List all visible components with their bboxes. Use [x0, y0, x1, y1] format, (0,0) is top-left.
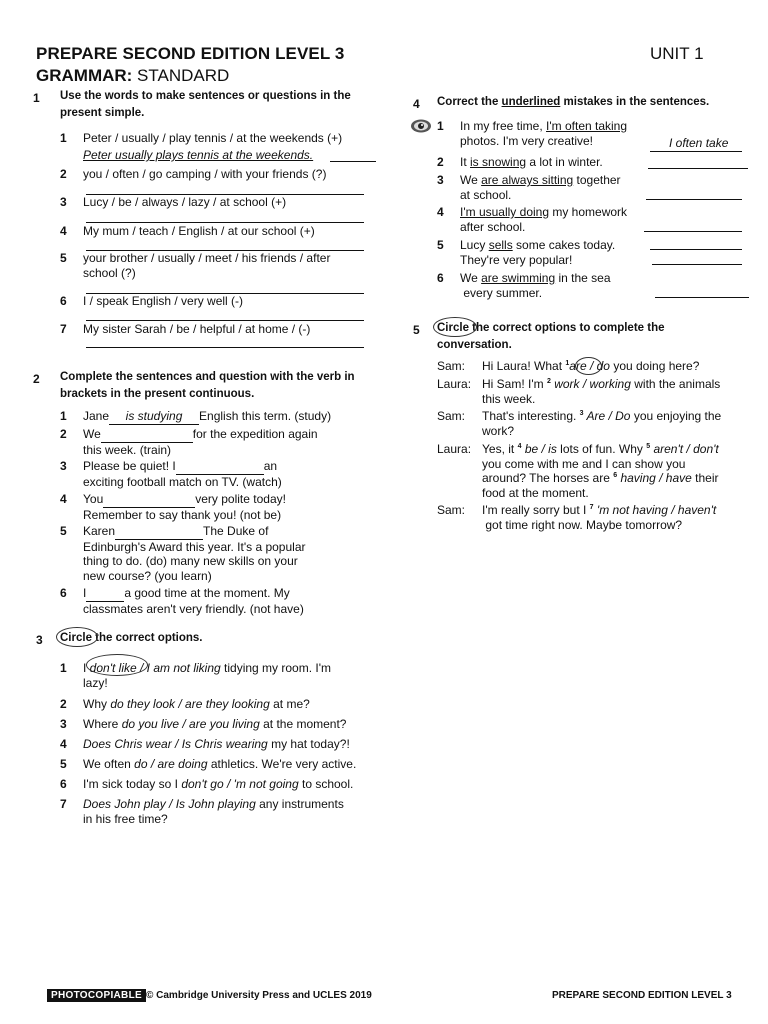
ex4-item-text: We are always sitting together at school. [460, 173, 621, 202]
exercise-4-instructions: Correct the underlined mistakes in the sentences. [437, 96, 710, 108]
ex3-item-number: 2 [60, 697, 67, 711]
ex2-item-number: 3 [60, 459, 67, 473]
ex4-item-number: 4 [437, 205, 444, 219]
ex3-item-number: 5 [60, 757, 67, 771]
answer-line[interactable] [644, 231, 742, 232]
exercise-3-number: 3 [36, 633, 43, 647]
photocopiable-badge: PHOTOCOPIABLE [47, 989, 146, 1002]
exercise-1-number: 1 [33, 91, 40, 105]
ex4-example-answer: I often take [669, 136, 729, 150]
ex2-item-number: 6 [60, 586, 67, 600]
ex1-item-prompt: your brother / usually / meet / his friends / after school (?) [83, 251, 331, 280]
ex3-item-text: Where do you live / are you living at the moment? [83, 717, 347, 731]
ex2-item-text: I a good time at the moment. My classmates aren't very friendly. (not have) [83, 586, 304, 616]
blank-gap[interactable] [101, 427, 193, 443]
ex4-item-text: It is snowing a lot in winter. [460, 155, 603, 169]
blank-gap[interactable] [176, 459, 264, 475]
ex3-item-number: 7 [60, 797, 67, 811]
ex1-item-number: 4 [60, 224, 67, 238]
footer-book-title: PREPARE SECOND EDITION LEVEL 3 [552, 990, 732, 1001]
answer-line[interactable] [86, 222, 364, 223]
ex4-item-number: 3 [437, 173, 444, 187]
copyright-notice: © Cambridge University Press and UCLES 2019 [146, 990, 372, 1001]
ex3-item-text: We often do / are doing athletics. We're very active. [83, 757, 357, 771]
ex4-item-text: In my free time, I'm often taking photos. I'm very creative! [460, 119, 628, 148]
ex2-item-number: 1 [60, 409, 67, 423]
ex3-item-text: I'm sick today so I don't go / 'm not going to school. [83, 777, 354, 791]
speaker-label: Sam: [437, 409, 466, 423]
exercise-2-number: 2 [33, 372, 40, 386]
dialog-line: Hi Laura! What $^1$are / do you doing here? [482, 359, 700, 373]
answer-line[interactable] [86, 320, 364, 321]
answer-line[interactable] [646, 199, 742, 200]
ex2-item-text: You very polite today! Remember to say thank you! (not be) [83, 492, 286, 522]
example-circle-mark [433, 317, 477, 337]
answer-line[interactable] [652, 264, 742, 265]
ex4-item-text: Lucy sells some cakes today. They're very popular! [460, 238, 616, 267]
ex1-item-prompt: I / speak English / very well (-) [83, 294, 244, 308]
ex3-item-text: Why do they look / are they looking at me? [83, 697, 310, 711]
example-circle-mark [575, 357, 602, 375]
example-circle-mark [86, 654, 148, 676]
ex1-item-number: 6 [60, 294, 67, 308]
answer-line[interactable] [648, 168, 748, 169]
ex1-example-answer: Peter usually plays tennis at the weekends. [83, 148, 314, 162]
ex3-item-number: 3 [60, 717, 67, 731]
ex2-item-text: Karen The Duke of Edinburgh's Award this year. It's a popular thing to do. (do) many new skills on your new course? (you learn) [83, 524, 306, 583]
ex1-item-number: 5 [60, 251, 67, 265]
ex1-item-prompt: My sister Sarah / be / helpful / at home / (-) [83, 322, 311, 336]
ex3-item-text: Does John play / Is John playing any instruments in his free time? [83, 797, 344, 826]
exercise-1-instructions: Use the words to make sentences or questions in the present simple. [60, 90, 351, 119]
speaker-label: Laura: [437, 442, 472, 456]
ex2-item-number: 5 [60, 524, 67, 538]
ex1-item-number: 3 [60, 195, 67, 209]
answer-line[interactable] [650, 249, 742, 250]
ex2-example-answer: is studying [109, 409, 199, 425]
section-subtitle: GRAMMAR: STANDARD [36, 66, 230, 85]
answer-line[interactable] [330, 161, 376, 162]
ex1-item-number: 2 [60, 167, 67, 181]
ex4-item-text: We are swimming in the sea every summer. [460, 271, 611, 300]
speaker-label: Laura: [437, 377, 472, 391]
dialog-line: Hi Sam! I'm $^2$ work / working with the animals this week. [482, 377, 721, 406]
ex3-item-text: Does Chris wear / Is Chris wearing my hat today?! [83, 737, 350, 751]
ex2-item-number: 4 [60, 492, 67, 506]
ex1-item-prompt: Peter / usually / play tennis / at the weekends (+) [83, 131, 343, 145]
ex3-item-number: 1 [60, 661, 67, 675]
exercise-5-instructions: Circle the correct options to complete the conversation. [437, 322, 665, 351]
ex2-item-text: We for the expedition again this week. (train) [83, 427, 318, 457]
dialog-line: That's interesting. $^3$ Are / Do you enjoying the work? [482, 409, 722, 438]
blank-gap[interactable] [103, 492, 195, 508]
blank-gap[interactable] [115, 524, 203, 540]
ex3-item-text: I don't like / I am not liking tidying my room. I'm lazy! [83, 661, 332, 690]
ex2-item-number: 2 [60, 427, 67, 441]
speaker-label: Sam: [437, 359, 466, 373]
answer-line[interactable] [655, 297, 749, 298]
page-title: PREPARE SECOND EDITION LEVEL 3 [36, 44, 345, 63]
ex4-item-number: 2 [437, 155, 444, 169]
ex2-item-text: Please be quiet! I an exciting football match on TV. (watch) [83, 459, 282, 489]
exercise-5-number: 5 [413, 323, 420, 337]
exercise-2-instructions: Complete the sentences and question with the verb in brackets in the present continuous. [60, 371, 355, 400]
answer-line[interactable] [86, 347, 364, 348]
blank-gap[interactable] [86, 586, 124, 602]
speaker-label: Sam: [437, 503, 466, 517]
dialog-line: Yes, it $^4$ be / is lots of fun. Why $^5$ aren't / don't you come with me and I can show you around? The horses are $^6$ having / have their food at the moment. [482, 442, 719, 500]
ex1-item-prompt: Lucy / be / always / lazy / at school (+) [83, 195, 287, 209]
ex1-item-number: 1 [60, 131, 67, 145]
ex4-item-number: 5 [437, 238, 444, 252]
ex1-item-number: 7 [60, 322, 67, 336]
answer-line[interactable] [650, 151, 742, 152]
ex4-item-number: 1 [437, 119, 444, 133]
ex1-item-prompt: you / often / go camping / with your friends (?) [83, 167, 327, 181]
exercise-4-number: 4 [413, 97, 420, 111]
ex4-item-number: 6 [437, 271, 444, 285]
example-circle-mark [56, 627, 98, 647]
unit-label: UNIT 1 [650, 44, 704, 63]
dialog-line: I'm really sorry but I $^7$ 'm not having / haven't got time right now. Maybe tomorrow? [482, 503, 717, 532]
ex4-item-text: I'm usually doing my homework after school. [460, 205, 628, 234]
ex2-item-text: Jane is studying English this term. (study) [83, 409, 332, 423]
ex1-item-prompt: My mum / teach / English / at our school (+) [83, 224, 315, 238]
exercise-3-instructions: Circle the correct options. [60, 632, 203, 644]
ex3-item-number: 6 [60, 777, 67, 791]
ex3-item-number: 4 [60, 737, 67, 751]
eye-icon [410, 118, 432, 134]
